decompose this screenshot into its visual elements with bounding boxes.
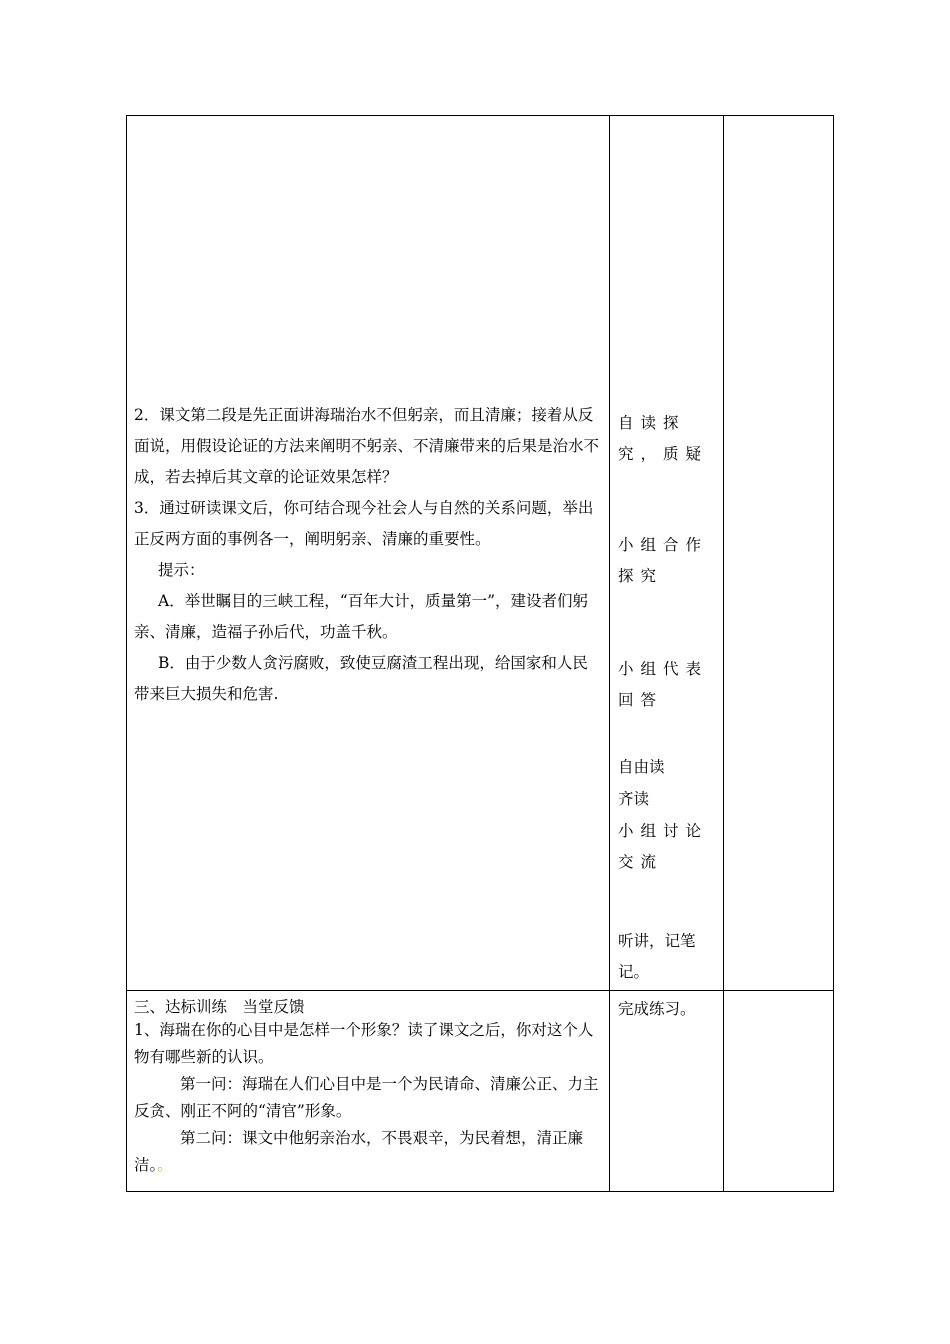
answer-part-1: 第一问：海瑞在人们心目中是一个为民请命、清廉公正、力主反贪、刚正不阿的“清官”形象。 [134, 1075, 599, 1120]
activity-self-study: 自读探究，质疑 [618, 414, 709, 463]
hint-b: B．由于少数人贪污腐败，致使豆腐渣工程出现，给国家和人民带来巨大损失和危害. [134, 654, 588, 703]
row-divider [126, 990, 834, 991]
table-top-border [126, 115, 834, 116]
table-right-border [833, 115, 834, 1192]
row1-main-cell [134, 400, 602, 710]
activity-listen-notes: 听讲，记笔记。 [618, 932, 696, 981]
activity-group-reading: 齐读 [618, 790, 650, 808]
activity-free-reading: 自由读 [618, 758, 665, 776]
section-heading: 三、达标训练 当堂反馈 [134, 998, 305, 1016]
hint-label: 提示： [158, 561, 205, 579]
activity-group-inquiry: 小组合作探究 [618, 536, 709, 585]
column-divider-2 [723, 115, 724, 1192]
table-left-border [126, 115, 127, 1192]
activity-complete-exercise: 完成练习。 [618, 1000, 696, 1018]
hint-a: A．举世瞩目的三峡工程，“百年大计，质量第一”，建设者们躬亲、清廉，造福子孙后代，功盖千秋。 [134, 592, 589, 641]
column-divider-1 [609, 115, 610, 1192]
stray-mark: 。 [157, 1156, 173, 1174]
row2-main-cell [134, 997, 602, 1179]
table-bottom-border [126, 1191, 834, 1192]
question-3: 3．通过研读课文后，你可结合现今社会人与自然的关系问题，举出正反两方面的事例各一，阐明躬亲、清廉的重要性。 [134, 499, 594, 548]
activity-group-discussion: 小组讨论交流 [618, 822, 709, 871]
activity-group-answer: 小组代表回答 [618, 660, 709, 709]
answer-part-2: 第二问：课文中他躬亲治水，不畏艰辛，为民着想，清正廉洁。。 [134, 1129, 584, 1174]
question-1: 1、海瑞在你的心目中是怎样一个形象？读了课文之后，你对这个人物有哪些新的认识。 [134, 1021, 594, 1066]
question-2: 2．课文第二段是先正面讲海瑞治水不但躬亲，而且清廉；接着从反面说，用假设论证的方法来阐明不躬亲、不清廉带来的后果是治水不成，若去掉后其文章的论证效果怎样？ [134, 406, 600, 486]
